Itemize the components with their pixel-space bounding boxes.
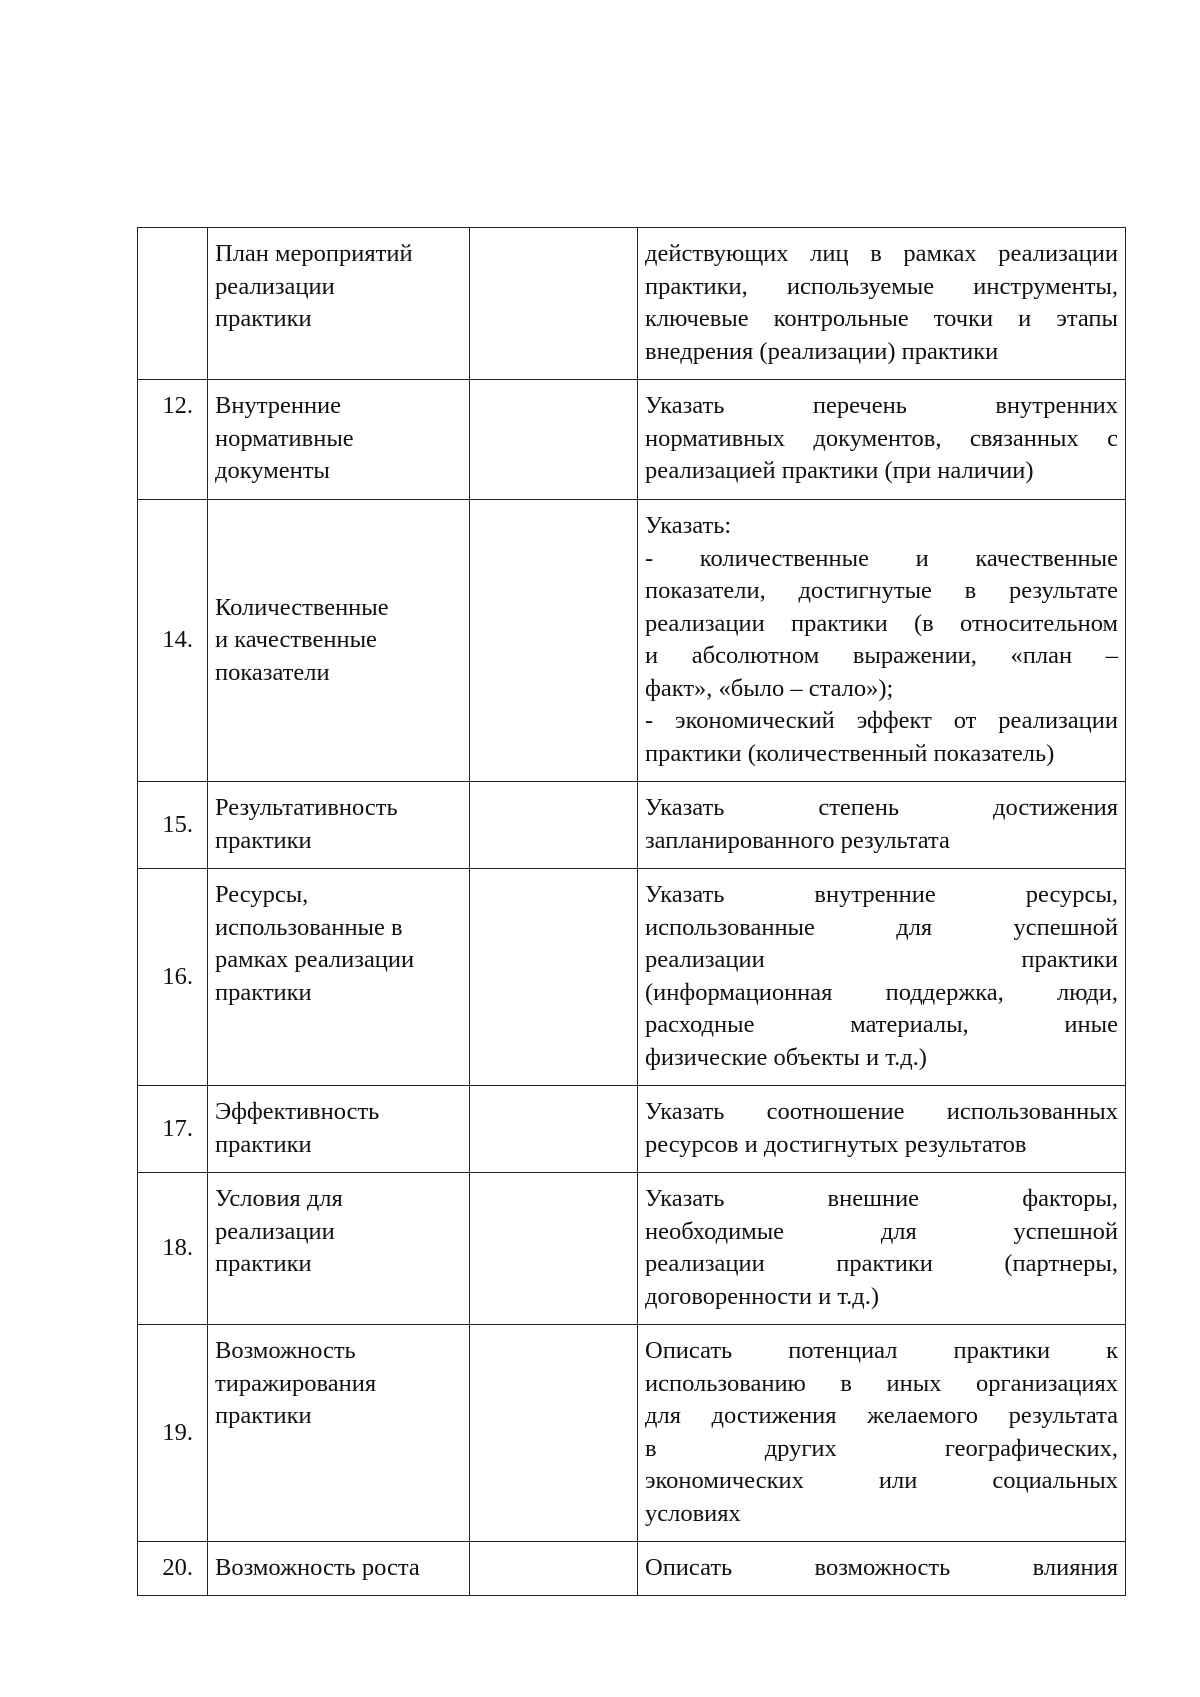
row-description-line: Указать: xyxy=(645,512,732,539)
row-description xyxy=(638,1325,1126,1542)
row-description-line: Описать потенциал практики к xyxy=(645,1337,1118,1364)
row-title-line: реализации xyxy=(215,1217,335,1245)
row-description xyxy=(638,228,1126,380)
row-title-line: Количественные xyxy=(215,593,389,621)
row-description-line: ресурсов и достигнутых результатов xyxy=(645,1130,1027,1158)
row-title xyxy=(208,1325,470,1542)
row-description-line: Указать внутренние ресурсы, xyxy=(645,881,1118,908)
row-description xyxy=(638,782,1126,869)
row-number: 16. xyxy=(138,869,208,1086)
row-title-line: практики xyxy=(215,826,312,854)
row-title-line: практики xyxy=(215,1402,312,1429)
row-title-line: использованные в xyxy=(215,913,403,941)
row-description-line: - количественные и качественные xyxy=(645,544,1118,572)
row-title-line: План мероприятий xyxy=(215,240,413,267)
row-description-line: факт», «было – стало»); xyxy=(645,674,894,702)
table-row xyxy=(138,782,1126,869)
row-title-line: Условия для xyxy=(215,1185,343,1212)
row-value-cell[interactable] xyxy=(470,500,638,782)
row-description-line: экономических или социальных xyxy=(645,1467,1118,1494)
row-description-line: реализации практики (в относительном xyxy=(645,609,1118,637)
row-number: 17. xyxy=(138,1086,208,1173)
row-value-cell[interactable] xyxy=(470,228,638,380)
row-description-line: реализации практики xyxy=(645,946,1118,973)
table-row xyxy=(138,1086,1126,1173)
row-value-cell[interactable] xyxy=(470,1086,638,1173)
row-description xyxy=(638,1086,1126,1173)
table-row xyxy=(138,380,1126,500)
row-description xyxy=(638,1173,1126,1325)
row-title xyxy=(208,869,470,1086)
row-title xyxy=(208,1086,470,1173)
row-description-line: и абсолютном выражении, «план – xyxy=(645,642,1118,669)
row-title-line: практики xyxy=(215,305,312,332)
row-description-line: внедрения (реализации) практики xyxy=(645,337,999,365)
row-description-line: необходимые для успешной xyxy=(645,1217,1118,1245)
row-title xyxy=(208,782,470,869)
row-description-line: Указать внешние факторы, xyxy=(645,1185,1118,1212)
row-description-line: запланированного результата xyxy=(645,826,950,854)
row-title-line: практики xyxy=(215,1130,312,1158)
row-title-line: нормативные xyxy=(215,424,354,452)
row-value-cell[interactable] xyxy=(470,380,638,500)
table-row xyxy=(138,1542,1126,1596)
row-description-line: Указать степень достижения xyxy=(645,794,1118,821)
table-row xyxy=(138,228,1126,380)
row-title-line: Ресурсы, xyxy=(215,881,309,908)
row-description-line: реализацией практики (при наличии) xyxy=(645,457,1034,484)
row-description-line: расходные материалы, иные xyxy=(645,1011,1118,1038)
row-description-line: в других географических, xyxy=(645,1434,1118,1462)
row-description-line: - экономический эффект от реализации xyxy=(645,707,1118,734)
row-value-cell[interactable] xyxy=(470,782,638,869)
row-title xyxy=(208,1542,470,1596)
row-title-line: практики xyxy=(215,1250,312,1277)
row-description-line: Описать возможность влияния xyxy=(645,1554,1118,1581)
row-title-line: тиражирования xyxy=(215,1369,377,1397)
row-number xyxy=(138,228,208,380)
row-description-line: использованию в иных организациях xyxy=(645,1369,1118,1397)
row-value-cell[interactable] xyxy=(470,1325,638,1542)
row-number: 20. xyxy=(138,1542,208,1596)
row-description-line: практики (количественный показатель) xyxy=(645,739,1055,767)
row-description-line: использованные для успешной xyxy=(645,913,1118,941)
row-title xyxy=(208,380,470,500)
row-title-line: документы xyxy=(215,457,330,484)
row-title xyxy=(208,1173,470,1325)
row-title-line: Возможность роста xyxy=(215,1554,420,1581)
row-number: 19. xyxy=(138,1325,208,1542)
row-number: 15. xyxy=(138,782,208,869)
row-value-cell[interactable] xyxy=(470,869,638,1086)
row-title xyxy=(208,500,470,782)
row-description-line: (информационная поддержка, люди, xyxy=(645,978,1118,1006)
table-row xyxy=(138,1173,1126,1325)
row-title-line: рамках реализации xyxy=(215,946,415,973)
row-description-line: реализации практики (партнеры, xyxy=(645,1250,1118,1277)
row-title-line: Эффективность xyxy=(215,1098,380,1125)
row-title-line: Внутренние xyxy=(215,392,342,419)
row-title-line: и качественные xyxy=(215,626,377,654)
row-title-line: показатели xyxy=(215,658,330,686)
table-row xyxy=(138,500,1126,782)
row-description-line: нормативных документов, связанных с xyxy=(645,424,1118,452)
row-description-line: действующих лиц в рамках реализации xyxy=(645,240,1118,267)
row-title-line: практики xyxy=(215,978,312,1006)
row-value-cell[interactable] xyxy=(470,1542,638,1596)
row-description-line: Указать перечень внутренних xyxy=(645,392,1118,419)
row-description-line: для достижения желаемого результата xyxy=(645,1402,1118,1429)
row-value-cell[interactable] xyxy=(470,1173,638,1325)
row-title-line: Результативность xyxy=(215,794,398,821)
row-description xyxy=(638,500,1126,782)
row-title-line: реализации xyxy=(215,272,335,300)
table-row xyxy=(138,869,1126,1086)
row-description xyxy=(638,380,1126,500)
row-title-line: Возможность xyxy=(215,1337,356,1364)
row-description-line: показатели, достигнутые в результате xyxy=(645,577,1118,604)
row-description-line: договоренности и т.д.) xyxy=(645,1282,880,1310)
row-description-line: физические объекты и т.д.) xyxy=(645,1043,927,1071)
row-description xyxy=(638,1542,1126,1596)
table-row xyxy=(138,1325,1126,1542)
row-description-line: ключевые контрольные точки и этапы xyxy=(645,305,1118,332)
row-description-line: Указать соотношение использованных xyxy=(645,1098,1118,1125)
row-number: 18. xyxy=(138,1173,208,1325)
row-title xyxy=(208,228,470,380)
row-description-line: практики, используемые инструменты, xyxy=(645,272,1118,300)
row-number: 14. xyxy=(138,500,208,782)
row-description xyxy=(638,869,1126,1086)
practice-description-table xyxy=(137,227,1126,1596)
row-number: 12. xyxy=(138,380,208,500)
row-description-line: условиях xyxy=(645,1499,741,1527)
